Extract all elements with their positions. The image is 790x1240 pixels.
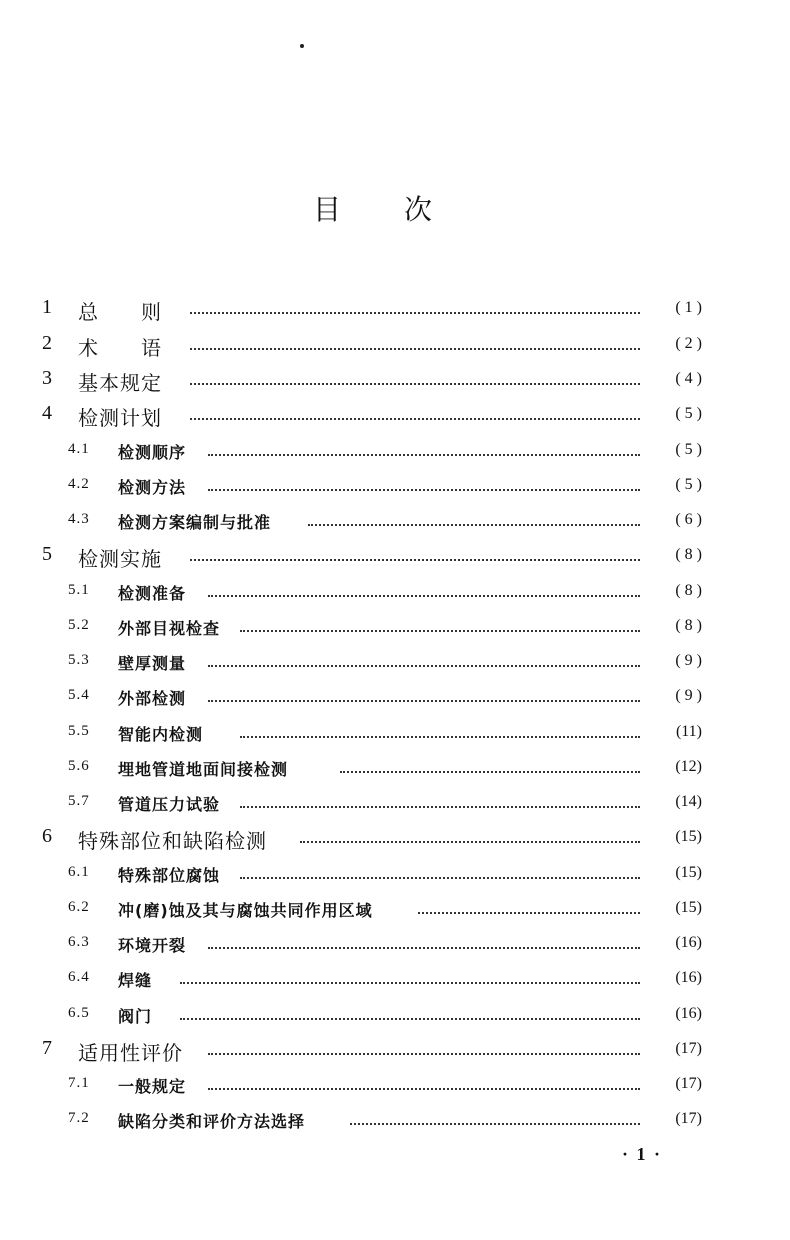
toc-dot-leader [240,736,640,738]
toc-entry-label: 检测准备 [118,584,187,603]
toc-entry-number: 5.5 [68,723,90,739]
page-number: · 1 · [622,1144,663,1164]
toc-dot-leader [208,489,640,491]
toc-entry-number: 6.1 [68,864,90,880]
toc-entry-label: 检测方案编制与批准 [118,513,272,532]
toc-dot-leader [208,1088,640,1090]
toc-entry-page: ( 4 ) [675,370,702,387]
toc-entry[interactable] [0,473,790,503]
toc-entry-page: ( 9 ) [675,687,702,704]
toc-entry-label: 一般规定 [118,1077,187,1096]
toc-dot-leader [240,877,640,879]
toc-entry-page: ( 8 ) [675,582,702,599]
toc-title-char-2: 次 [404,193,434,226]
toc-entry[interactable] [0,508,790,538]
toc-dot-leader [190,559,640,561]
toc-entry-page: (17) [675,1040,702,1057]
toc-entry-number: 6.4 [68,969,90,985]
toc-entry-page: (16) [675,1005,702,1022]
toc-entry[interactable] [0,684,790,714]
toc-entry-number: 6.2 [68,899,90,915]
toc-dot-leader [308,524,640,526]
toc-entry-label: 智能内检测 [118,725,204,744]
toc-entry-label: 总 则 [78,300,162,324]
toc-entry-page: (11) [675,723,702,740]
toc-dot-leader [208,454,640,456]
toc-entry-number: 4 [42,402,52,424]
toc-entry[interactable] [0,966,790,996]
toc-entry-page: ( 5 ) [675,476,702,493]
toc-entry-number: 1 [42,296,52,318]
toc-entry-label: 外部目视检查 [118,619,221,638]
toc-entry-number: 5.1 [68,582,90,598]
toc-entry-page: (17) [675,1110,702,1127]
toc-dot-leader [190,383,640,385]
toc-entry-label: 检测计划 [78,406,162,430]
toc-dot-leader [180,1018,640,1020]
toc-dot-leader [350,1123,640,1125]
toc-entry-page: (15) [675,864,702,881]
toc-entry-label: 适用性评价 [78,1041,183,1065]
toc-entry-label: 检测顺序 [118,443,187,462]
toc-entry-number: 5 [42,543,52,565]
toc-entry-number: 6.3 [68,934,90,950]
toc-dot-leader [240,806,640,808]
toc-dot-leader [190,348,640,350]
toc-entry-page: (15) [675,899,702,916]
toc-entry-label: 壁厚测量 [118,654,187,673]
toc-dot-leader [240,630,640,632]
toc-dot-leader [208,700,640,702]
toc-entry-label: 缺陷分类和评价方法选择 [118,1112,306,1131]
toc-entry-page: ( 5 ) [675,441,702,458]
toc-entry-number: 7.2 [68,1110,90,1126]
toc-entry-number: 3 [42,367,52,389]
toc-entry[interactable] [0,720,790,750]
toc-entry[interactable] [0,1107,790,1137]
toc-entry[interactable] [0,931,790,961]
toc-entry-label: 焊缝 [118,971,153,990]
toc-entry-label: 外部检测 [118,689,187,708]
toc-entry-number: 5.4 [68,687,90,703]
toc-entry-label: 基本规定 [78,371,162,395]
toc-dot-leader [190,418,640,420]
toc-entry[interactable] [0,825,790,855]
toc-title-char-1: 目 [312,193,342,226]
toc-entry-label: 环境开裂 [118,936,187,955]
toc-entry[interactable] [0,402,790,432]
toc-entry-number: 4.2 [68,476,90,492]
toc-entry-number: 7 [42,1037,52,1059]
toc-entry-page: (16) [675,934,702,951]
toc-entry-page: ( 8 ) [675,546,702,563]
toc-entry-label: 阀门 [118,1007,153,1026]
toc-entry-number: 4.3 [68,511,90,527]
toc-entry-number: 5.2 [68,617,90,633]
toc-entry-page: ( 6 ) [675,511,702,528]
toc-entry[interactable] [0,579,790,609]
toc-entry[interactable] [0,438,790,468]
toc-entry[interactable] [0,296,790,326]
toc-entry-label: 特殊部位和缺陷检测 [78,829,267,853]
toc-entry[interactable] [0,755,790,785]
toc-entry-page: ( 9 ) [675,652,702,669]
toc-entry-number: 5.3 [68,652,90,668]
toc-entry-page: (15) [675,828,702,845]
toc-entry[interactable] [0,1037,790,1067]
toc-entry[interactable] [0,614,790,644]
toc-entry[interactable] [0,1002,790,1032]
toc-dot-leader [418,912,640,914]
toc-entry-page: ( 8 ) [675,617,702,634]
toc-dot-leader [208,1053,640,1055]
toc-entry[interactable] [0,332,790,362]
toc-entry-number: 6 [42,825,52,847]
toc-entry-label: 检测实施 [78,547,162,571]
toc-entry-label: 检测方法 [118,478,187,497]
toc-dot-leader [208,665,640,667]
toc-entry-page: (16) [675,969,702,986]
toc-dot-leader [180,982,640,984]
toc-entry-page: (17) [675,1075,702,1092]
toc-entry-label: 冲(磨)蚀及其与腐蚀共同作用区域 [118,901,373,920]
toc-entry-page: (14) [675,793,702,810]
toc-entry[interactable] [0,367,790,397]
toc-entry-page: ( 1 ) [675,299,702,316]
toc-entry-number: 5.6 [68,758,90,774]
toc-entry-number: 7.1 [68,1075,90,1091]
toc-entry-label: 术 语 [78,336,162,360]
toc-dot-leader [208,595,640,597]
toc-entry[interactable] [0,896,790,926]
toc-entry-label: 管道压力试验 [118,795,221,814]
toc-entry-number: 2 [42,332,52,354]
toc-entry-number: 5.7 [68,793,90,809]
toc-entry-number: 6.5 [68,1005,90,1021]
toc-dot-leader [190,312,640,314]
toc-entry[interactable] [0,543,790,573]
toc-entry[interactable] [0,861,790,891]
toc-entry-page: (12) [675,758,702,775]
toc-dot-leader [340,771,640,773]
toc-entry-label: 特殊部位腐蚀 [118,866,221,885]
toc-entry-number: 4.1 [68,441,90,457]
toc-dot-leader [208,947,640,949]
toc-entry[interactable] [0,649,790,679]
toc-entry-label: 埋地管道地面间接检测 [118,760,289,779]
toc-entry-page: ( 5 ) [675,405,702,422]
toc-entry[interactable] [0,1072,790,1102]
toc-dot-leader [300,841,640,843]
toc-entry-page: ( 2 ) [675,335,702,352]
toc-entry[interactable] [0,790,790,820]
